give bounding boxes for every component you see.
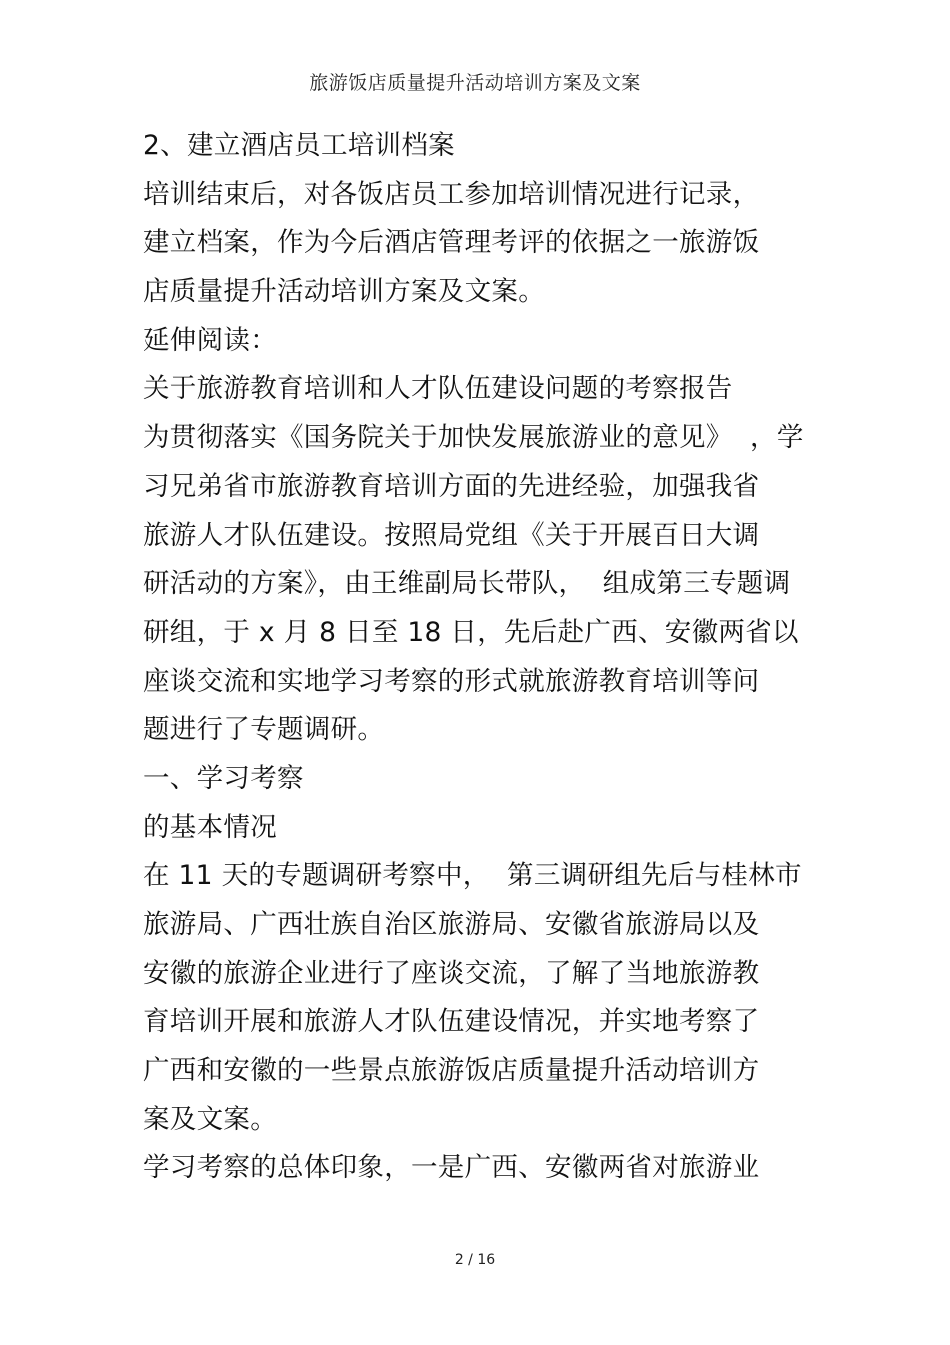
text-line: 案及文案。: [143, 1103, 277, 1135]
text-line: 的基本情况: [143, 811, 277, 843]
text-line: 题进行了专题调研。: [143, 714, 385, 746]
text-line: 座谈交流和实地学习考察的形式就旅游教育培训等问: [143, 665, 760, 697]
text-line: 习兄弟省市旅游教育培训方面的先进经验，加强我省: [143, 470, 760, 502]
text-line: 育培训开展和旅游人才队伍建设情况，并实地考察了: [143, 1006, 760, 1038]
text-line: 2、建立酒店员工培训档案: [143, 130, 455, 161]
text-line: 安徽的旅游企业进行了座谈交流，了解了当地旅游教: [143, 957, 760, 989]
text-line: 旅游人才队伍建设。按照局党组《关于开展百日大调: [143, 519, 760, 551]
document-body: [143, 122, 823, 1193]
text-line: 为贯彻落实《国务院关于加快发展旅游业的意见》 ，学: [143, 422, 804, 454]
text-line: 店质量提升活动培训方案及文案。: [143, 276, 545, 308]
text-line: 学习考察的总体印象，一是广西、安徽两省对旅游业: [143, 1152, 760, 1184]
text-line: 旅游局、广西壮族自治区旅游局、安徽省旅游局以及: [143, 909, 760, 940]
page-number: 2 / 16: [454, 1252, 496, 1268]
text-line: 建立档案，作为今后酒店管理考评的依据之一旅游饭: [143, 227, 760, 259]
text-line: 延伸阅读：: [143, 324, 277, 356]
text-line: 广西和安徽的一些景点旅游饭店质量提升活动培训方: [143, 1055, 760, 1087]
text-line: 一、学习考察: [143, 762, 304, 794]
page-header-title: 旅游饭店质量提升活动培训方案及文案: [309, 72, 641, 94]
text-line: 在 11 天的专题调研考察中， 第三调研组先后与桂林市: [143, 860, 802, 892]
text-line: 关于旅游教育培训和人才队伍建设问题的考察报告: [143, 373, 733, 405]
text-line: 研组，于 x 月 8 日至 18 日，先后赴广西、安徽两省以: [143, 616, 799, 648]
text-line: 研活动的方案》，由王维副局长带队， 组成第三专题调: [143, 568, 791, 600]
text-line: 培训结束后，对各饭店员工参加培训情况进行记录，: [143, 178, 760, 210]
